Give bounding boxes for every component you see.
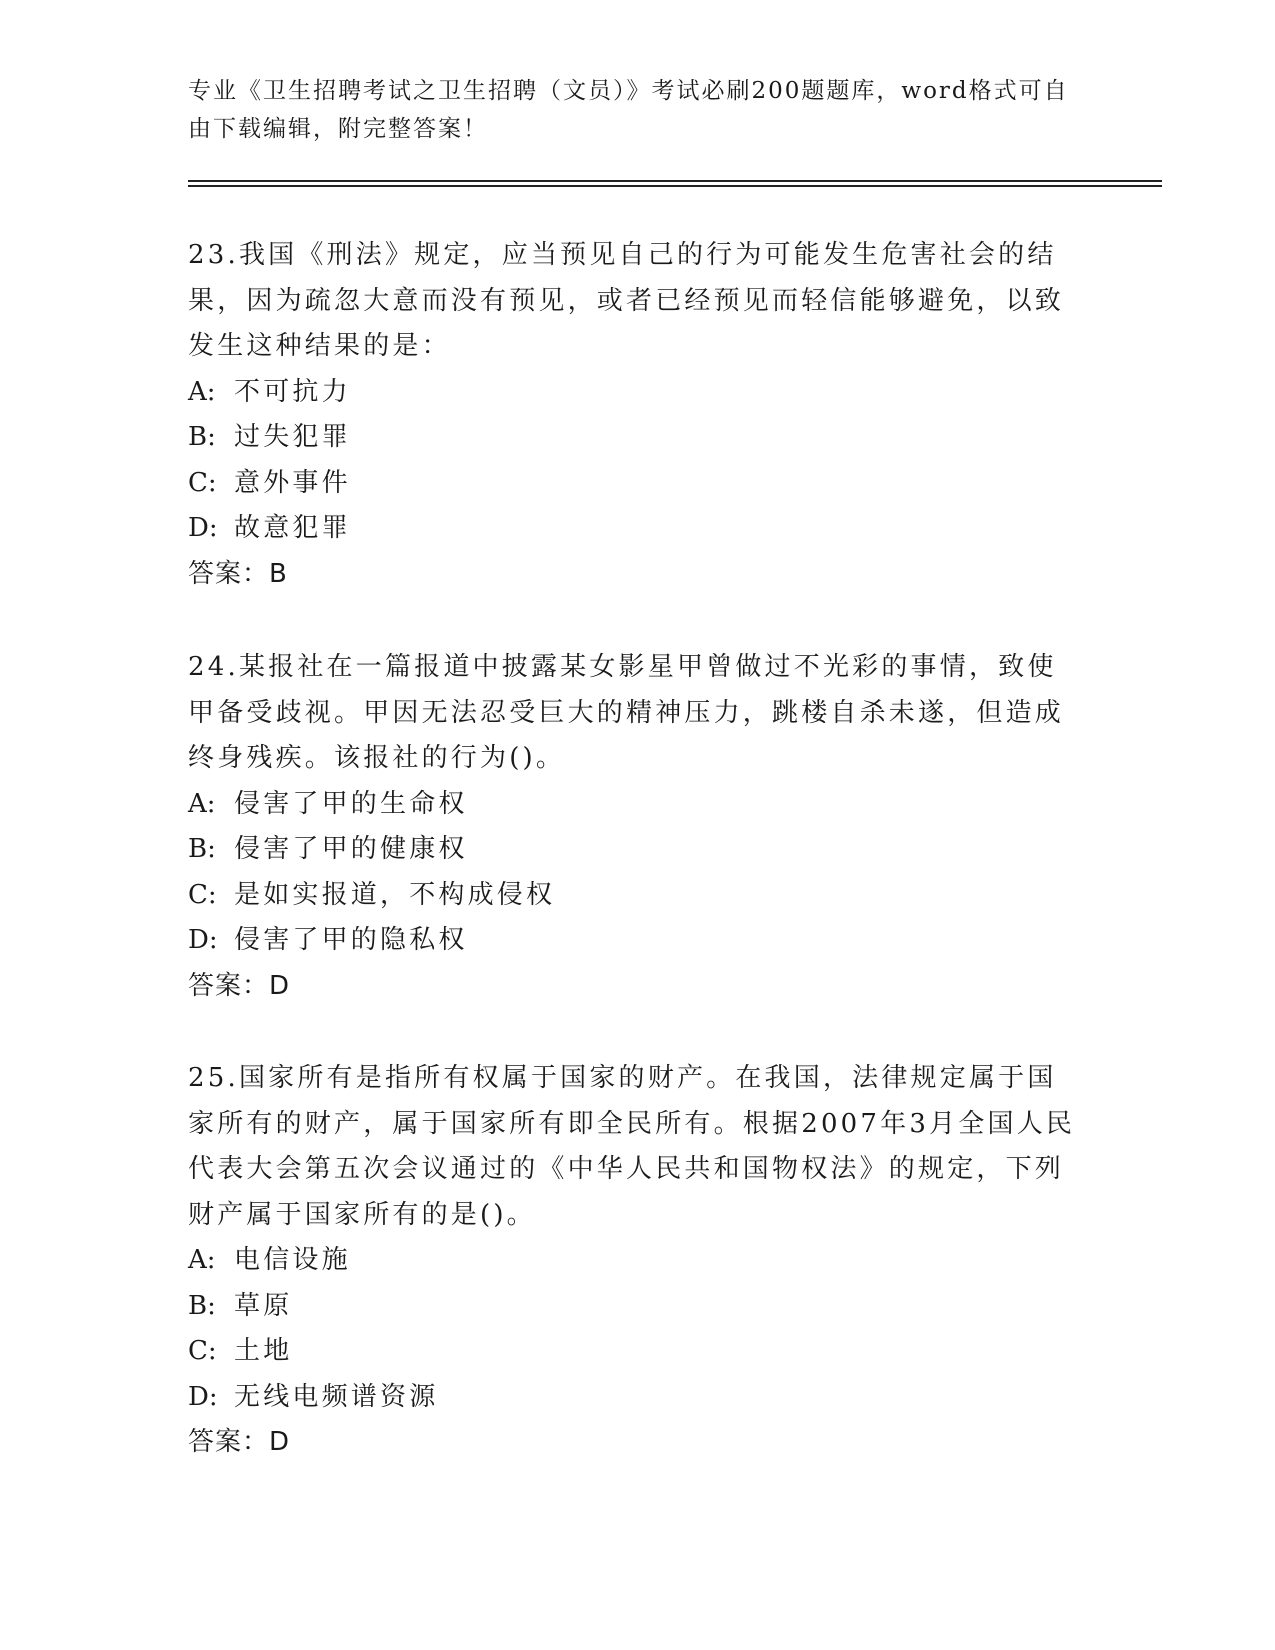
option-letter: A: bbox=[188, 788, 216, 819]
option-letter: B: bbox=[188, 834, 216, 864]
option-d bbox=[188, 918, 1078, 964]
option-text: 侵害了甲的健康权 bbox=[234, 834, 468, 864]
option-text: 无线电频谱资源 bbox=[234, 1381, 439, 1412]
option-c bbox=[188, 873, 1078, 919]
document-header: 专业《卫生招聘考试之卫生招聘（文员）》考试必刷200题题库，word格式可自由下载编辑，附完整答案！ bbox=[188, 78, 1069, 142]
option-text: 故意犯罪 bbox=[234, 513, 351, 543]
option-letter: B: bbox=[188, 1290, 216, 1321]
option-letter: D: bbox=[188, 925, 218, 955]
option-text: 电信设施 bbox=[234, 1245, 351, 1275]
question-text: 24.某报社在一篇报道中披露某女影星甲曾做过不光彩的事情，致使甲备受歧视。甲因无法忍受巨大的精神压力，跳楼自杀未遂，但造成终身残疾。该报社的行为()。 bbox=[188, 652, 1065, 773]
question-text: 25.国家所有是指所有权属于国家的财产。在我国，法律规定属于国家所有的财产，属于国家所有即全民所有。根据2007年3月全国人民代表大会第五次会议通过的《中华人民共和国物权法》的规定，下列财产属于国家所有的是()。 bbox=[188, 1063, 1076, 1230]
option-letter: C: bbox=[188, 467, 217, 498]
option-letter: A: bbox=[188, 376, 216, 407]
option-d bbox=[188, 1375, 1078, 1421]
option-c bbox=[188, 1329, 1078, 1375]
option-letter: C: bbox=[188, 1336, 217, 1366]
option-letter: B: bbox=[188, 422, 216, 452]
option-letter: D: bbox=[188, 1381, 218, 1412]
option-a bbox=[188, 370, 1078, 416]
option-c bbox=[188, 461, 1078, 507]
option-letter: D: bbox=[188, 513, 218, 543]
answer-line: 答案：D bbox=[188, 970, 291, 1001]
option-a bbox=[188, 782, 1078, 828]
question-25 bbox=[188, 1056, 1078, 1466]
option-text: 是如实报道，不构成侵权 bbox=[234, 879, 556, 910]
option-text: 过失犯罪 bbox=[234, 422, 351, 452]
option-text: 不可抗力 bbox=[234, 376, 351, 407]
option-b bbox=[188, 827, 1078, 873]
option-a bbox=[188, 1238, 1078, 1284]
answer-line: 答案：B bbox=[188, 558, 288, 589]
option-text: 土地 bbox=[234, 1336, 293, 1366]
option-text: 意外事件 bbox=[234, 467, 351, 498]
question-text: 23.我国《刑法》规定，应当预见自己的行为可能发生危害社会的结果，因为疏忽大意而没有预见，或者已经预见而轻信能够避免，以致发生这种结果的是： bbox=[188, 240, 1065, 361]
answer-line: 答案：D bbox=[188, 1427, 291, 1457]
option-b bbox=[188, 415, 1078, 461]
question-24 bbox=[188, 645, 1078, 1009]
header-divider-top bbox=[188, 180, 1162, 182]
option-text: 侵害了甲的生命权 bbox=[234, 788, 468, 819]
option-text: 侵害了甲的隐私权 bbox=[234, 925, 468, 955]
header-divider-bottom bbox=[188, 185, 1162, 187]
option-d bbox=[188, 506, 1078, 552]
option-letter: C: bbox=[188, 879, 217, 910]
question-23 bbox=[188, 233, 1078, 597]
option-b bbox=[188, 1284, 1078, 1330]
option-letter: A: bbox=[188, 1245, 216, 1275]
option-text: 草原 bbox=[234, 1290, 293, 1321]
